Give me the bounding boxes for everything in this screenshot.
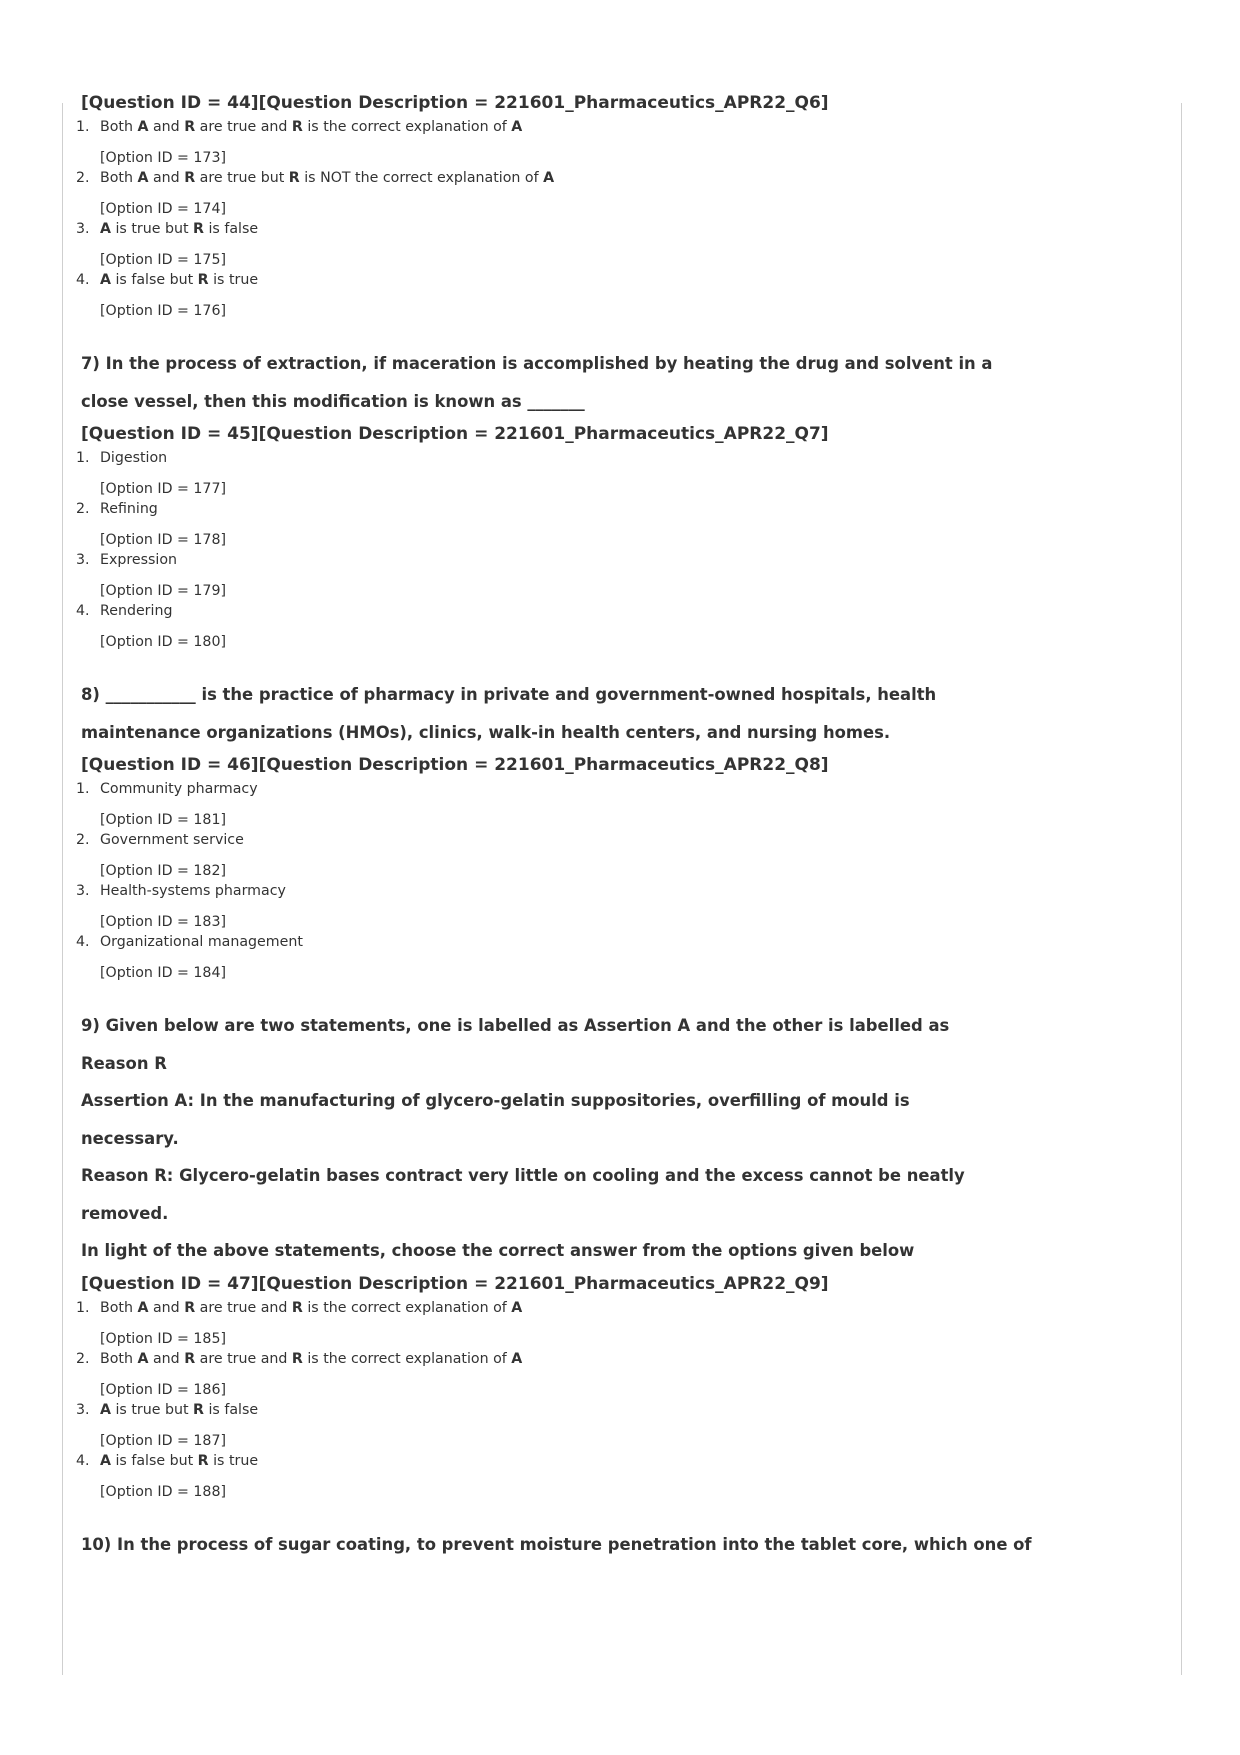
option-id: [Option ID = 183] bbox=[100, 914, 227, 930]
option-number: 3. bbox=[76, 221, 90, 237]
option-id: [Option ID = 174] bbox=[100, 201, 227, 217]
option-text: A is false but R is true bbox=[100, 1452, 259, 1469]
answer-option bbox=[76, 779, 1166, 799]
option-id: [Option ID = 184] bbox=[100, 965, 227, 981]
answer-option bbox=[76, 932, 1166, 952]
question-stem-line: Reason R: Glycero-gelatin bases contract very little on cooling and the excess cannot be neatly bbox=[81, 1166, 965, 1185]
option-number: 4. bbox=[76, 272, 90, 288]
question-stem-line: 10) In the process of sugar coating, to prevent moisture penetration into the tablet core, which one of bbox=[81, 1534, 1032, 1554]
option-number: 2. bbox=[76, 1350, 90, 1367]
answer-option bbox=[76, 219, 1166, 239]
option-id: [Option ID = 187] bbox=[100, 1432, 227, 1449]
answer-option bbox=[76, 830, 1166, 850]
option-id: [Option ID = 175] bbox=[100, 252, 227, 268]
answer-option bbox=[76, 1298, 1166, 1318]
question-stem-line: necessary. bbox=[81, 1128, 179, 1148]
option-number: 3. bbox=[76, 883, 90, 899]
option-text: Both A and R are true and R is the correct explanation of A bbox=[100, 119, 523, 135]
option-number: 2. bbox=[76, 170, 90, 186]
question-stem-line: maintenance organizations (HMOs), clinics, walk-in health centers, and nursing homes. bbox=[81, 722, 891, 742]
question-list bbox=[76, 93, 1166, 1587]
option-text: A is true but R is false bbox=[100, 221, 259, 237]
option-text: Both A and R are true and R is the correct explanation of A bbox=[100, 1350, 523, 1367]
question-id: [Question ID = 45][Question Description = 221601_Pharmaceutics_APR22_Q7] bbox=[81, 424, 829, 444]
option-id: [Option ID = 186] bbox=[100, 1381, 227, 1398]
option-number: 3. bbox=[76, 1401, 90, 1418]
option-text: A is true but R is false bbox=[100, 1401, 259, 1418]
option-number: 4. bbox=[76, 1452, 90, 1469]
question-block bbox=[76, 1007, 1166, 1502]
answer-option bbox=[76, 117, 1166, 137]
option-id: [Option ID = 182] bbox=[100, 863, 227, 879]
option-number: 1. bbox=[76, 119, 90, 135]
option-number: 1. bbox=[76, 781, 90, 797]
question-stem-line: 7) In the process of extraction, if maceration is accomplished by heating the drug and solvent in a bbox=[81, 354, 993, 373]
option-number: 2. bbox=[76, 501, 90, 517]
answer-option bbox=[76, 1400, 1166, 1420]
option-text: Health-systems pharmacy bbox=[100, 883, 286, 899]
question-id: [Question ID = 44][Question Description = 221601_Pharmaceutics_APR22_Q6] bbox=[81, 93, 829, 113]
option-text: Refining bbox=[100, 501, 158, 517]
option-text: Organizational management bbox=[100, 934, 303, 950]
option-text: Both A and R are true but R is NOT the correct explanation of A bbox=[100, 170, 555, 186]
answer-option bbox=[76, 168, 1166, 188]
question-block bbox=[76, 1526, 1166, 1564]
answer-option bbox=[76, 1349, 1166, 1369]
option-id: [Option ID = 176] bbox=[100, 303, 227, 319]
option-id: [Option ID = 173] bbox=[100, 150, 227, 166]
option-id: [Option ID = 179] bbox=[100, 583, 227, 599]
option-number: 4. bbox=[76, 603, 90, 619]
answer-option bbox=[76, 550, 1166, 570]
option-text: Government service bbox=[100, 832, 244, 848]
answer-option bbox=[76, 448, 1166, 468]
option-id: [Option ID = 178] bbox=[100, 532, 227, 548]
answer-option bbox=[76, 601, 1166, 621]
answer-option bbox=[76, 881, 1166, 901]
question-stem-line: removed. bbox=[81, 1203, 169, 1223]
option-text: Both A and R are true and R is the correct explanation of A bbox=[100, 1299, 523, 1316]
option-text: Community pharmacy bbox=[100, 781, 258, 797]
answer-option bbox=[76, 1451, 1166, 1471]
question-stem-line: 9) Given below are two statements, one is labelled as Assertion A and the other is labelled as bbox=[81, 1016, 950, 1035]
question-stem-line: close vessel, then this modification is known as _______ bbox=[81, 391, 585, 411]
option-text: Rendering bbox=[100, 603, 173, 619]
option-id: [Option ID = 180] bbox=[100, 634, 227, 650]
option-number: 4. bbox=[76, 934, 90, 950]
option-text: A is false but R is true bbox=[100, 272, 259, 288]
question-stem-line: In light of the above statements, choose the correct answer from the options given below bbox=[81, 1241, 915, 1260]
answer-option bbox=[76, 270, 1166, 290]
question-block bbox=[76, 676, 1166, 983]
option-number: 1. bbox=[76, 1299, 90, 1316]
answer-option bbox=[76, 499, 1166, 519]
question-stem-line: Assertion A: In the manufacturing of glycero-gelatin suppositories, overfilling of mould is bbox=[81, 1091, 910, 1110]
question-block bbox=[76, 345, 1166, 652]
question-id: [Question ID = 47][Question Description = 221601_Pharmaceutics_APR22_Q9] bbox=[81, 1273, 829, 1294]
question-stem-line: Reason R bbox=[81, 1053, 167, 1073]
question-block bbox=[76, 89, 1166, 321]
option-number: 1. bbox=[76, 450, 90, 466]
option-id: [Option ID = 181] bbox=[100, 812, 227, 828]
option-id: [Option ID = 177] bbox=[100, 481, 227, 497]
option-id: [Option ID = 188] bbox=[100, 1483, 227, 1500]
option-text: Digestion bbox=[100, 450, 168, 466]
option-id: [Option ID = 185] bbox=[100, 1330, 227, 1347]
option-number: 3. bbox=[76, 552, 90, 568]
question-id: [Question ID = 46][Question Description = 221601_Pharmaceutics_APR22_Q8] bbox=[81, 755, 829, 775]
option-number: 2. bbox=[76, 832, 90, 848]
option-text: Expression bbox=[100, 552, 178, 568]
question-stem-line: 8) ___________ is the practice of pharmacy in private and government-owned hospitals, health bbox=[81, 685, 937, 704]
